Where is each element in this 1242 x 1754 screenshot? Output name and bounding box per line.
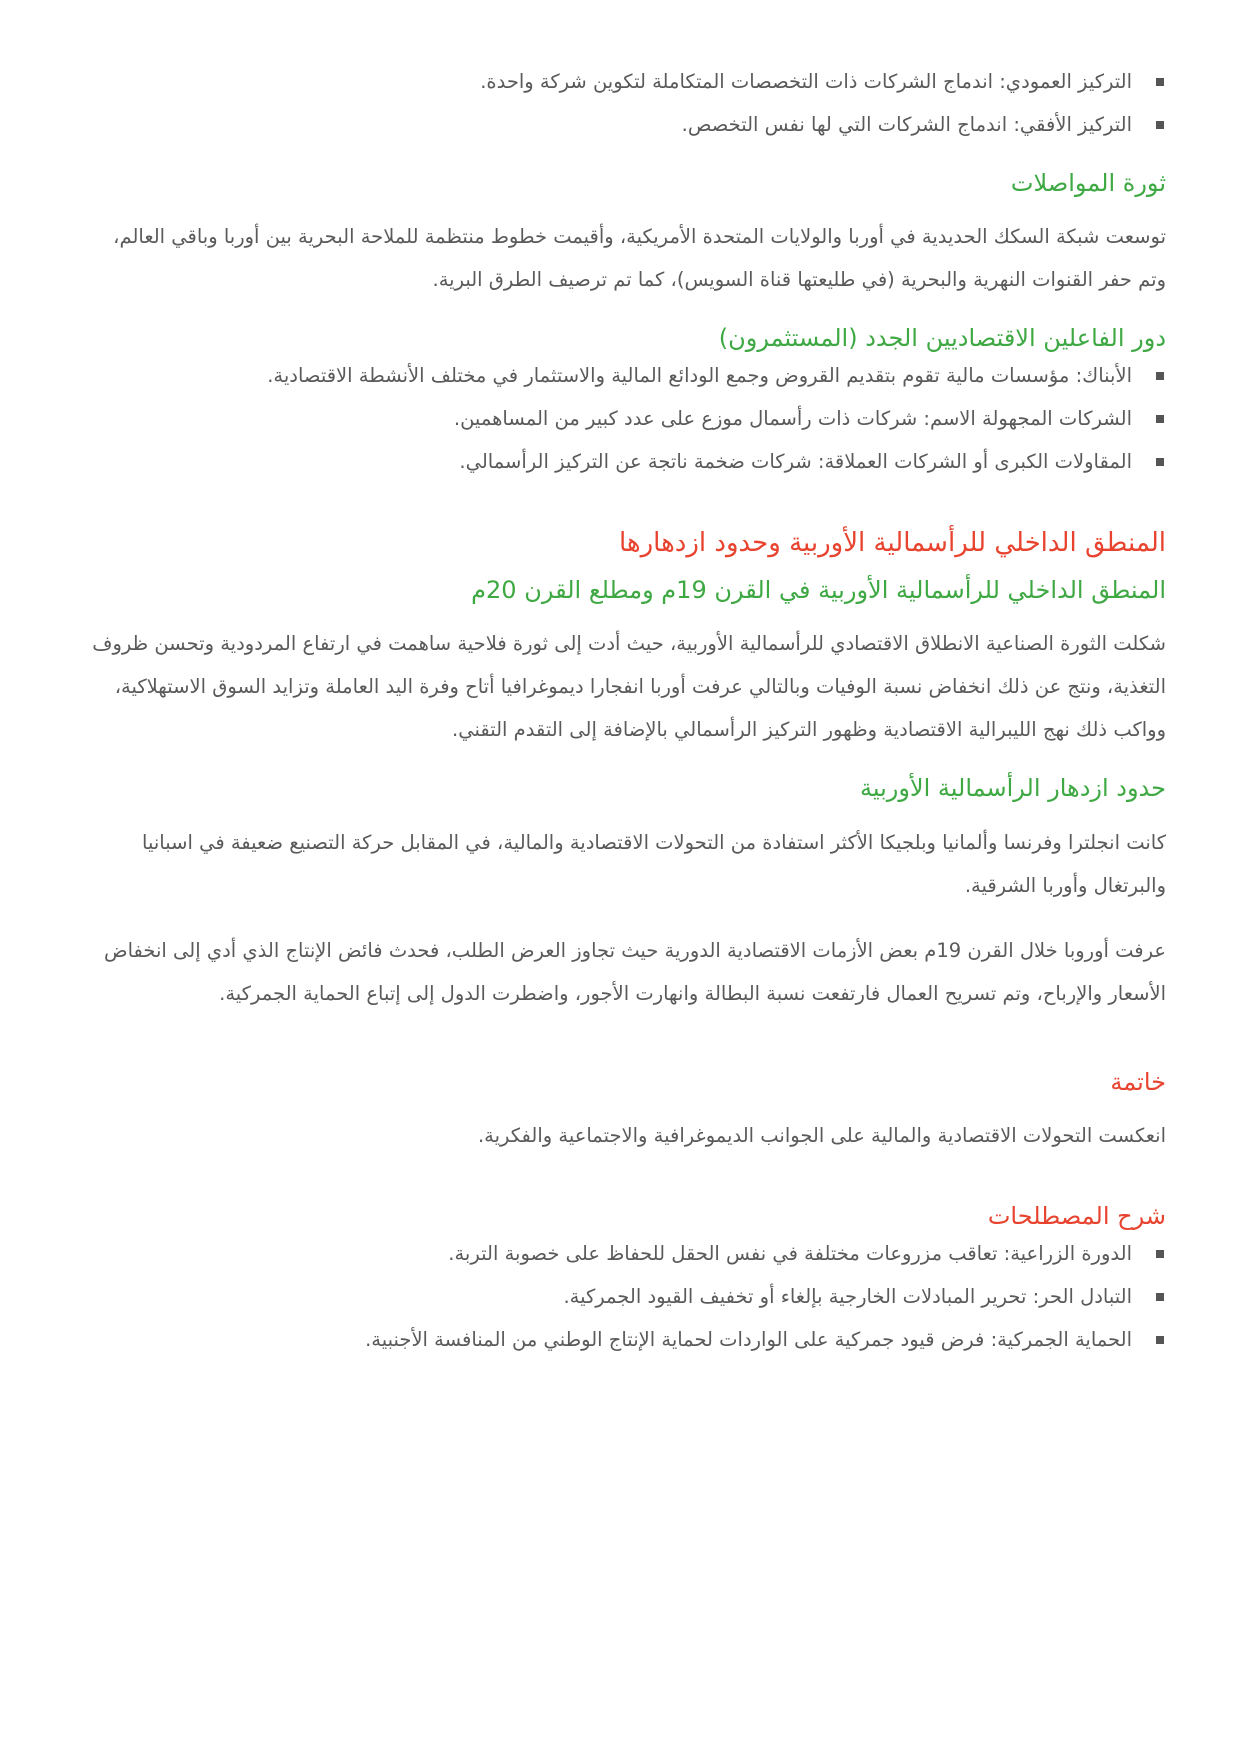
list-item bbox=[90, 1232, 1166, 1275]
square-bullet-icon bbox=[1156, 415, 1164, 423]
square-bullet-icon bbox=[1156, 121, 1164, 129]
logic-sub-heading: المنطق الداخلي للرأسمالية الأوربية في القرن 19م ومطلع القرن 20م bbox=[471, 576, 1166, 605]
list-item bbox=[90, 1318, 1166, 1361]
list-item-text: الأبناك: مؤسسات مالية تقوم بتقديم القروض وجمع الودائع المالية والاستثمار في مختلف الأنشطة الاقتصادية. bbox=[267, 364, 1132, 388]
limits-heading: حدود ازدهار الرأسمالية الأوربية bbox=[859, 774, 1166, 803]
list-item bbox=[90, 103, 1166, 146]
limits-paragraph-1: كانت انجلترا وفرنسا وألمانيا وبلجيكا الأكثر استفادة من التحولات الاقتصادية والمالية، في المقابل حركة التصنيع ضعيفة في اسبانيا والبرتغال وأوربا الشرقية. bbox=[142, 830, 1166, 897]
logic-main-heading: المنطق الداخلي للرأسمالية الأوربية وحدود ازدهارها bbox=[618, 528, 1166, 559]
transport-paragraph: توسعت شبكة السكك الحديدية في أوربا والولايات المتحدة الأمريكية، وأقيمت خطوط منتظمة للملاحة البحرية بين أوربا وباقي العالم، وتم حفر القنوات النهرية والبحرية (في طليعتها قناة السويس)، كما تم ترصيف الطرق البرية. bbox=[113, 225, 1166, 292]
limits-paragraph-2: عرفت أوروبا خلال القرن 19م بعض الأزمات الاقتصادية الدورية حيث تجاوز العرض الطلب، فحدث فائض الإنتاج الذي أدي إلى انخفاض الأسعار والإرباح، وتم تسريح العمال فارتفعت نسبة البطالة وانهارت الأجور، واضطرت الدول إلى إتباع الحماية الجمركية. bbox=[104, 938, 1166, 1005]
actors-list bbox=[90, 354, 1166, 483]
list-item-text: الحماية الجمركية: فرض قيود جمركية على الواردات لحماية الإنتاج الوطني من المنافسة الأجنبية. bbox=[365, 1327, 1132, 1351]
list-item bbox=[90, 354, 1166, 397]
logic-paragraph: شكلت الثورة الصناعية الانطلاق الاقتصادي للرأسمالية الأوربية، حيث أدت إلى ثورة فلاحية ساهمت في ارتفاع المردودية وتحسن ظروف التغذية، ونتج عن ذلك انخفاض نسبة الوفيات وبالتالي عرفت أوربا انفجارا ديموغرافيا أتاح وفرة اليد العاملة وتزايد السوق الاستهلاكية، وواكب ذلك نهج الليبرالية الاقتصادية وظهور التركيز الرأسمالي بالإضافة إلى التقدم التقني. bbox=[92, 632, 1166, 742]
conclusion-paragraph: انعكست التحولات الاقتصادية والمالية على الجوانب الديموغرافية والاجتماعية والفكرية. bbox=[477, 1123, 1166, 1147]
list-item-text: التبادل الحر: تحرير المبادلات الخارجية بإلغاء أو تخفيف القيود الجمركية. bbox=[563, 1284, 1132, 1308]
list-item-text: التركيز العمودي: اندماج الشركات ذات التخصصات المتكاملة لتكوين شركة واحدة. bbox=[480, 70, 1132, 93]
transport-heading: ثورة المواصلات bbox=[1010, 169, 1166, 197]
list-item-text: التركيز الأفقي: اندماج الشركات التي لها نفس التخصص. bbox=[681, 113, 1132, 136]
list-item-text: الشركات المجهولة الاسم: شركات ذات رأسمال موزع على عدد كبير من المساهمين. bbox=[453, 407, 1132, 431]
square-bullet-icon bbox=[1156, 1293, 1164, 1301]
document-page bbox=[90, 60, 1166, 1361]
square-bullet-icon bbox=[1156, 1336, 1164, 1344]
list-item bbox=[90, 1275, 1166, 1318]
concentration-list bbox=[90, 60, 1166, 146]
square-bullet-icon bbox=[1156, 458, 1164, 466]
terms-heading: شرح المصطلحات bbox=[987, 1201, 1166, 1230]
conclusion-heading: خاتمة bbox=[1110, 1067, 1166, 1096]
terms-list bbox=[90, 1232, 1166, 1361]
square-bullet-icon bbox=[1156, 372, 1164, 380]
square-bullet-icon bbox=[1156, 78, 1164, 86]
list-item-text: المقاولات الكبرى أو الشركات العملاقة: شركات ضخمة ناتجة عن التركيز الرأسمالي. bbox=[459, 450, 1132, 474]
list-item bbox=[90, 440, 1166, 483]
square-bullet-icon bbox=[1156, 1250, 1164, 1258]
actors-heading: دور الفاعلين الاقتصاديين الجدد (المستثمرون) bbox=[718, 324, 1166, 353]
list-item bbox=[90, 397, 1166, 440]
list-item bbox=[90, 60, 1166, 103]
list-item-text: الدورة الزراعية: تعاقب مزروعات مختلفة في نفس الحقل للحفاظ على خصوبة التربة. bbox=[448, 1241, 1132, 1265]
